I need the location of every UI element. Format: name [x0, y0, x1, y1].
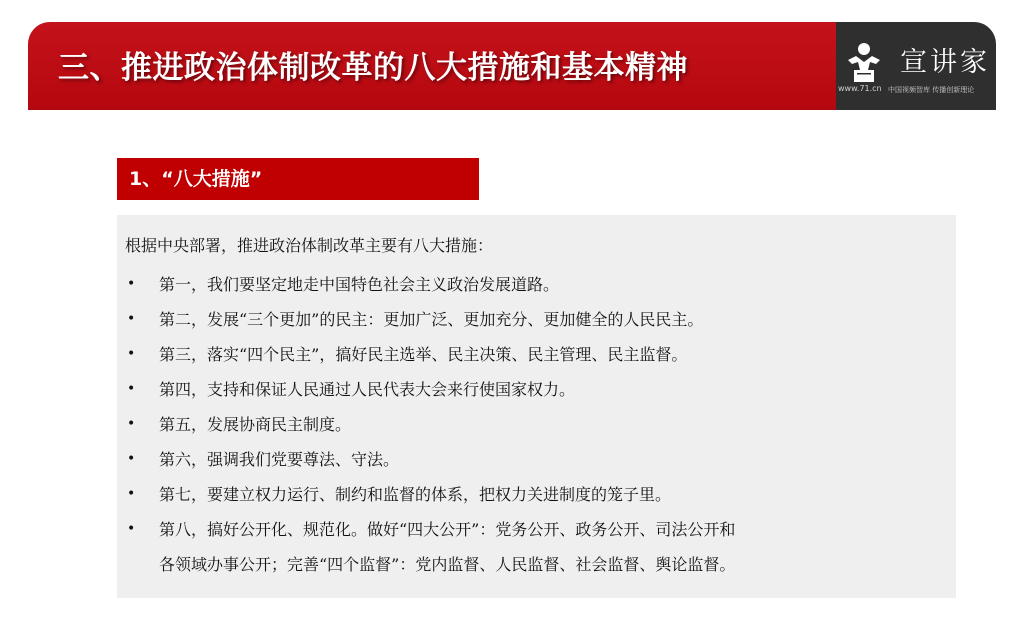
section-title: 1、“八大措施”	[129, 168, 263, 190]
list-item	[125, 267, 936, 302]
logo-url: www.71.cn	[838, 84, 882, 93]
page-title: 三、推进政治体制改革的八大措施和基本精神	[58, 50, 688, 86]
content-box	[117, 215, 956, 598]
bullet-icon: •	[127, 486, 136, 502]
bullet-icon: •	[127, 381, 136, 397]
list-item-text: 第五，发展协商民主制度。	[159, 415, 352, 434]
list-item-text: 第八，搞好公开化、规范化。做好“四大公开”：党务公开、政务公开、司法公开和	[159, 520, 736, 539]
logo-slogan: 中国视频智库 传播创新理论	[888, 86, 975, 94]
speaker-figure-icon	[844, 40, 884, 84]
logo-name: 宣讲家	[900, 47, 990, 78]
bullet-icon: •	[127, 521, 136, 537]
list-item	[125, 442, 936, 477]
list-item	[125, 337, 936, 372]
bullet-icon: •	[127, 276, 136, 292]
list-item-text: 第二，发展“三个更加”的民主：更加广泛、更加充分、更加健全的人民民主。	[159, 310, 704, 329]
list-item	[125, 512, 936, 582]
list-item	[125, 477, 936, 512]
list-item	[125, 372, 936, 407]
title-banner	[28, 22, 836, 110]
bullet-icon: •	[127, 346, 136, 362]
list-item-text: 第七，要建立权力运行、制约和监督的体系，把权力关进制度的笼子里。	[159, 485, 672, 504]
list-item-text: 第四，支持和保证人民通过人民代表大会来行使国家权力。	[159, 380, 576, 399]
logo	[836, 22, 996, 110]
intro-text: 根据中央部署，推进政治体制改革主要有八大措施：	[125, 236, 494, 255]
content-body	[125, 231, 936, 582]
list-item-text: 第三，落实“四个民主”，搞好民主选举、民主决策、民主管理、民主监督。	[159, 345, 688, 364]
list-item-text: 第六，强调我们党要尊法、守法。	[159, 450, 400, 469]
section-header	[117, 158, 479, 200]
list-item-text: 第一，我们要坚定地走中国特色社会主义政治发展道路。	[159, 275, 560, 294]
bullet-icon: •	[127, 416, 136, 432]
list-item	[125, 302, 936, 337]
bullet-icon: •	[127, 451, 136, 467]
measures-list	[125, 267, 936, 582]
bullet-icon: •	[127, 311, 136, 327]
list-item-continuation: 各领域办事公开；完善“四个监督”：党内监督、人民监督、社会监督、舆论监督。	[159, 555, 736, 574]
list-item	[125, 407, 936, 442]
